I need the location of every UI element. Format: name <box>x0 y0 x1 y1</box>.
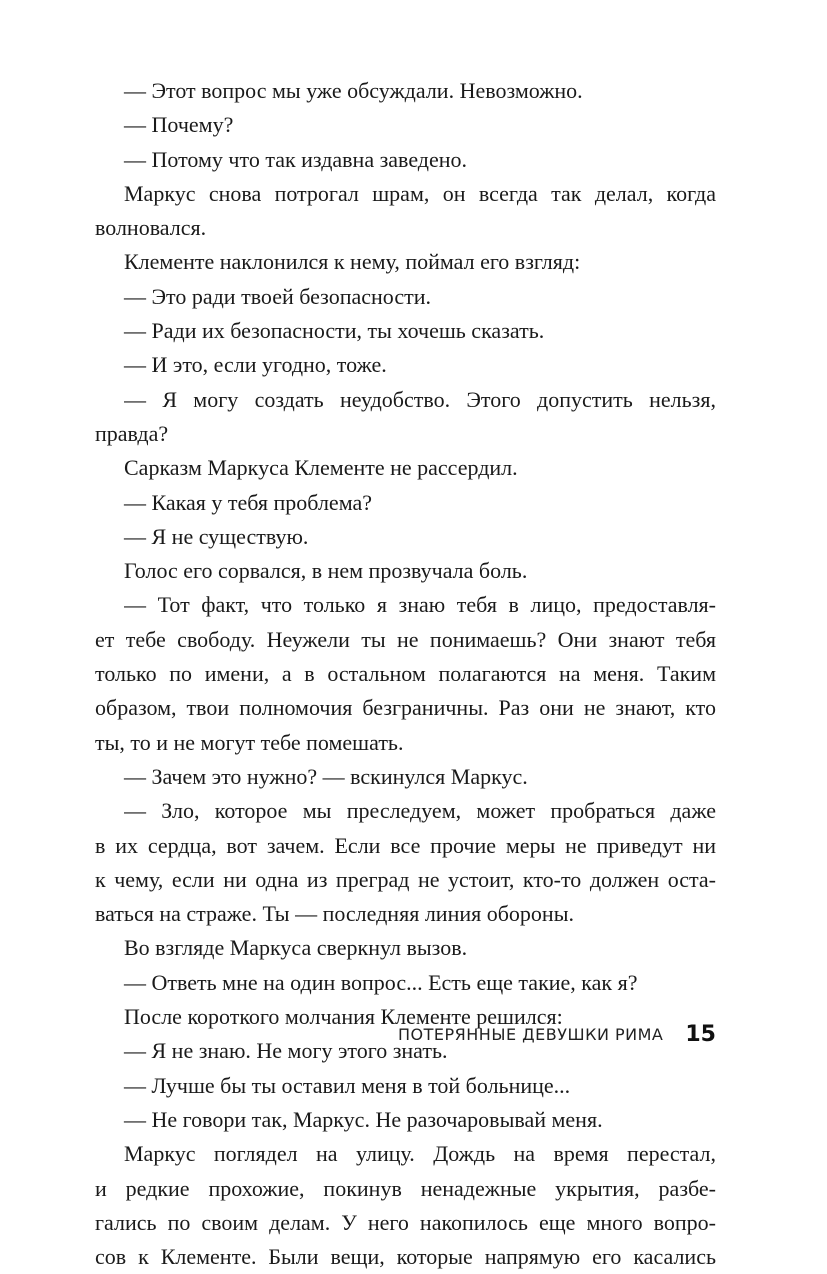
body-text <box>95 74 716 1274</box>
text-line: — Я не существую. <box>124 523 309 549</box>
text-line: Клементе наклонился к нему, поймал его взгляд: <box>124 249 581 275</box>
text-line: только по имени, а в остальном полагаются на меня. Таким <box>95 661 716 687</box>
text-line: ет тебе свободу. Неужели ты не понимаешь? Они знают тебя <box>95 626 716 652</box>
text-line: — Я могу создать неудобство. Этого допустить нельзя, <box>124 386 716 412</box>
text-line: — Лучше бы ты оставил меня в той больнице... <box>124 1072 571 1098</box>
text-line: Маркус поглядел на улицу. Дождь на время перестал, <box>124 1141 716 1167</box>
text-line: Сарказм Маркуса Клементе не рассердил. <box>124 455 518 481</box>
text-line: ты, то и не могут тебе помешать. <box>95 729 404 755</box>
text-line: — И это, если угодно, тоже. <box>124 352 387 378</box>
running-title: ПОТЕРЯННЫЕ ДЕВУШКИ РИМА <box>398 1024 664 1044</box>
page-number: 15 <box>685 1021 716 1047</box>
text-line: Голос его сорвался, в нем прозвучала боль. <box>124 558 528 584</box>
page-footer <box>355 1018 716 1050</box>
text-line: — Почему? <box>124 112 234 138</box>
text-line: к чему, если ни одна из преград не устоит, кто-то должен оста- <box>95 866 716 892</box>
text-line: — Я не знаю. Не могу этого знать. <box>124 1038 448 1064</box>
text-line: — Это ради твоей безопасности. <box>124 283 432 309</box>
text-line: гались по своим делам. У него накопилось еще много вопро- <box>95 1209 716 1235</box>
text-line: — Этот вопрос мы уже обсуждали. Невозможно. <box>124 78 583 103</box>
text-line: — Какая у тебя проблема? <box>124 489 372 515</box>
text-line: — Ответь мне на один вопрос... Есть еще такие, как я? <box>124 969 638 995</box>
text-line: ваться на страже. Ты — последняя линия обороны. <box>95 901 574 927</box>
text-line: — Зло, которое мы преследуем, может пробраться даже <box>124 798 716 824</box>
text-line: — Зачем это нужно? — вскинулся Маркус. <box>124 763 528 789</box>
text-line: и редкие прохожие, покинув ненадежные укрытия, разбе- <box>95 1175 716 1201</box>
text-line: сов к Клементе. Были вещи, которые напрямую его касались <box>95 1244 716 1270</box>
text-line: Во взгляде Маркуса сверкнул вызов. <box>124 935 468 961</box>
text-line: образом, твои полномочия безграничны. Раз они не знают, кто <box>95 695 716 721</box>
text-line: — Ради их безопасности, ты хочешь сказать. <box>124 318 545 344</box>
text-line: — Не говори так, Маркус. Не разочаровывай меня. <box>124 1106 603 1132</box>
text-line: Маркус снова потрогал шрам, он всегда так делал, когда <box>124 180 716 206</box>
text-line: После короткого молчания Клементе решился: <box>124 1004 563 1030</box>
text-line: — Потому что так издавна заведено. <box>124 146 468 172</box>
text-line: правда? <box>95 420 169 446</box>
text-line: — Тот факт, что только я знаю тебя в лицо, предоставля- <box>124 592 716 618</box>
text-line: в их сердца, вот зачем. Если все прочие меры не приведут ни <box>95 832 716 858</box>
text-line: волновался. <box>95 215 207 241</box>
